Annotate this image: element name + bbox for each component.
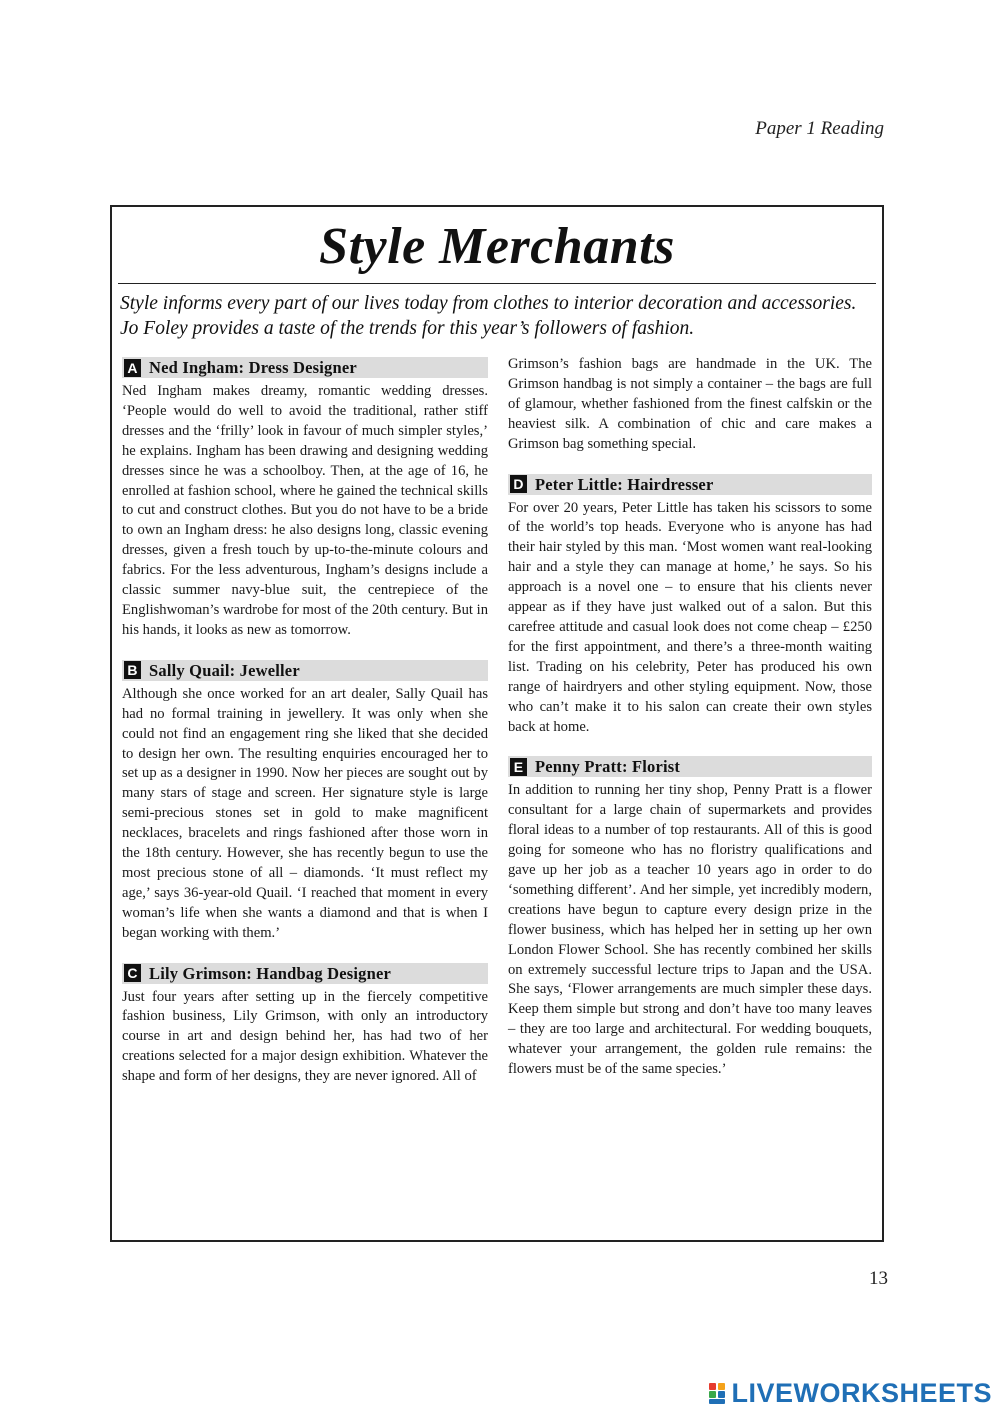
section-b xyxy=(122,660,488,944)
section-e xyxy=(508,756,872,1080)
section-text: In addition to running her tiny shop, Penny Pratt is a flower consultant for a large chain of supermarkets and provides floral ideas to a number of top restaurants. All of this is good going for someone who has no floristry qualifications and gave up her job as a teacher 10 years ago in order to do ‘something different’. And her simple, yet incredibly modern, creations have begun to capture every design prize in the flower business, which has helped her in setting up her own London Flower School. She has recently combined her skills on extremely successful lecture trips to Japan and the USA. She says, ‘Flower arrangements are much simpler these days. Keep them simple but strong and don’t have too many leaves – they are too large and architectural. For wedding bouquets, whatever your arrangement, the golden rule remains: the flowers must be of the same species.’ xyxy=(508,782,872,1078)
right-column xyxy=(508,355,872,1080)
section-heading xyxy=(122,660,488,681)
section-letter-badge: C xyxy=(124,964,141,982)
section-text: Although she once worked for an art dealer, Sally Quail has had no formal training in jewellery. It was only when she could not find an engagement ring she liked that she decided to design her own. The resulting enquiries encouraged her to set up as a designer in 1990. Now her pieces are sought out by many stars of stage and screen. Her signature style is large semi-precious stones set in gold to make magnificent necklaces, bracelets and rings fashioned after those worn in the 18th century. However, she has recently begun to use the most precious stone of all – diamonds. ‘It must reflect my age,’ says 36-year-old Quail. ‘I reached that moment in every woman’s life when she wants a diamond and that is when I began working with them.’ xyxy=(122,685,488,941)
title-rule xyxy=(118,283,876,284)
left-column xyxy=(122,357,488,1087)
section-heading xyxy=(122,357,488,378)
section-heading xyxy=(508,474,872,495)
article-intro: Style informs every part of our lives today from clothes to interior decoration and accessories. Jo Foley provides a taste of the trends for this year’s followers of fashion. xyxy=(120,293,857,339)
liveworksheets-logo-text: LIVEWORKSHEETS xyxy=(731,1378,992,1408)
section-letter-badge: A xyxy=(124,359,141,377)
section-heading-text: Sally Quail: Jeweller xyxy=(149,660,300,680)
section-a xyxy=(122,357,488,641)
section-c-continued: Grimson’s fashion bags are handmade in the UK. The Grimson handbag is not simply a container – the bags are full of glamour, whether fashioned from the finest calfskin or the heaviest silk. A combination of chic and care makes a Grimson bag something special. xyxy=(508,356,872,452)
article-frame xyxy=(110,205,884,1242)
section-letter-badge: D xyxy=(510,475,527,493)
section-heading xyxy=(122,963,488,984)
section-heading-text: Penny Pratt: Florist xyxy=(535,757,681,777)
section-letter-badge: E xyxy=(510,758,527,776)
section-heading-text: Peter Little: Hairdresser xyxy=(535,474,714,494)
section-text: Just four years after setting up in the fiercely competitive fashion business, Lily Grimson, with only an introductory course in art and design behind her, has had two of her creations selected for a major design exhibition. Whatever the shape and form of her designs, they are never ignored. All of xyxy=(122,988,488,1085)
section-heading-text: Ned Ingham: Dress Designer xyxy=(149,358,357,377)
page-number: 13 xyxy=(869,1268,888,1289)
running-head: Paper 1 Reading xyxy=(755,118,884,139)
section-c xyxy=(122,963,488,1088)
liveworksheets-logo-icon xyxy=(709,1383,727,1405)
section-heading xyxy=(508,756,872,777)
section-d xyxy=(508,474,872,738)
section-text: Ned Ingham makes dreamy, romantic wedding dresses. ‘People would do well to avoid the traditional, rather stiff dresses and the ‘frilly’ look in favour of much simpler styles,’ he explains. Ingham has been drawing and designing wedding dresses since he was a schoolboy. Then, at the age of 16, he enrolled at fashion school, where he gained the technical skills to cut and construct clothes. But you do not have to be a bride to own an Ingham dress: he also designs long, classic evening dresses, given a fresh touch by up-to-the-minute colours and fabrics. For the less adventurous, Ingham’s designs include a classic summer navy-blue suit, the centrepiece of the Englishwoman’s wardrobe for most of the 20th century. But in his hands, it looks as new as tomorrow. xyxy=(122,383,488,638)
section-text: For over 20 years, Peter Little has taken his scissors to some of the world’s top heads. Everyone who is anyone has had their hair styled by this man. ‘Most women want real-looking hair and a style they can manage at home,’ he says. So his approach is a novel one – to ensure that his clients never appear as if they have just walked out of a salon. But this carefree attitude and casual look does not come cheap – £250 for the first appointment, and there’s a three-month waiting list. Trading on his celebrity, Peter has produced his own range of hairdryers and other styling equipment. Now, those who can’t make it to his salon can create their own styles back at home. xyxy=(508,499,872,735)
section-letter-badge: B xyxy=(124,661,141,679)
liveworksheets-logo[interactable] xyxy=(709,1378,992,1409)
section-heading-text: Lily Grimson: Handbag Designer xyxy=(149,963,392,983)
article-title: Style Merchants xyxy=(319,218,675,275)
